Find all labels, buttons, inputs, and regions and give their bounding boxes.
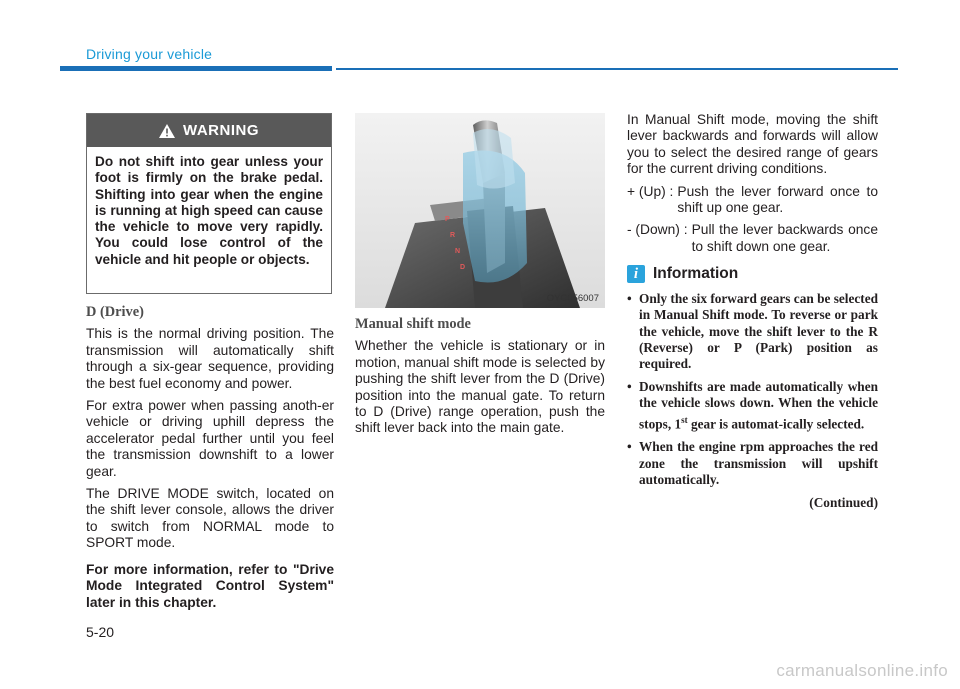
list-item: • Only the six forward gears can be selected in Manual Shift mode. To reverse or park the vehicle, move the shift lever to the R (Reverse) or P (Park) position as required. xyxy=(627,291,878,372)
list-item: • When the engine rpm approaches the red zone the transmission will upshift automatically. xyxy=(627,439,878,488)
information-list xyxy=(627,291,878,488)
bullet2-superscript: st xyxy=(681,414,688,425)
header-rule-thick xyxy=(60,66,332,71)
warning-text: Do not shift into gear unless your foot is firmly on the brake pedal. Shifting into gear when the engine is running at high speed can cause the vehicle to move very rapidly. You could lose control of the vehicle and hit people or objects. xyxy=(95,154,323,267)
gate-label-n: N xyxy=(455,248,461,255)
warning-triangle-icon xyxy=(159,124,175,138)
up-key: + (Up) : xyxy=(627,183,674,199)
middle-column xyxy=(355,316,605,443)
drive-paragraph-1: This is the normal driving position. The transmission will automatically shift through a six-gear sequence, providing the best fuel economy and power. xyxy=(86,326,334,391)
bullet2-part-a: Downshifts are made automatically when the vehicle slows down. When the vehicle stops, 1 xyxy=(639,379,878,432)
warning-box xyxy=(86,113,332,294)
drive-paragraph-3: The DRIVE MODE switch, located on the shift lever console, allows the driver to switch from NORMAL mode to SPORT mode. xyxy=(86,486,334,551)
down-definition xyxy=(627,222,878,255)
header-rule-thin xyxy=(336,68,898,70)
gate-label-p: P xyxy=(445,216,450,223)
figure-code: OYC056007 xyxy=(546,293,599,304)
down-key: - (Down) : xyxy=(627,222,688,238)
left-column xyxy=(86,304,334,617)
information-title: Information xyxy=(653,265,739,283)
section-header: Driving your vehicle xyxy=(86,46,213,62)
information-heading xyxy=(627,265,878,283)
drive-paragraph-4: For more information, refer to "Drive Mode Integrated Control System" later in this chapter. xyxy=(86,561,334,610)
page-number: 5-20 xyxy=(86,624,115,640)
watermark: carmanualsonline.info xyxy=(776,661,948,680)
drive-paragraph-2: For extra power when passing anoth-er vehicle or driving uphill depress the accelerator pedal further until you feel the transmission downshift to a lower gear. xyxy=(86,398,334,479)
shift-lever-illustration xyxy=(355,113,605,308)
drive-heading: D (Drive) xyxy=(86,304,144,320)
gate-label-d: D xyxy=(460,264,466,271)
info-icon: i xyxy=(627,265,645,283)
shift-lever-figure xyxy=(355,113,605,308)
manual-paragraph-1: Whether the vehicle is stationary or in motion, manual shift mode is selected by pushing the shift lever from the D (Drive) position into the manual gate. To return to D (Drive) range operation, push the shift lever back into the main gate. xyxy=(355,338,605,436)
right-column xyxy=(627,112,878,511)
down-value: Pull the lever backwards once to shift down one gear. xyxy=(691,222,878,254)
up-value: Push the lever forward once to shift up one gear. xyxy=(677,183,878,216)
warning-title: WARNING xyxy=(183,122,259,139)
bullet2-part-b: gear is automat-ically selected. xyxy=(687,416,865,432)
up-definition xyxy=(627,184,878,217)
gate-label-r: R xyxy=(450,232,456,239)
continued-label: (Continued) xyxy=(809,494,878,510)
manual-heading: Manual shift mode xyxy=(355,316,471,332)
warning-header xyxy=(87,114,331,147)
list-item xyxy=(627,379,878,432)
manual-intro: In Manual Shift mode, moving the shift lever backwards and forwards will allow you to select the desired range of gears for the current driving conditions. xyxy=(627,112,878,177)
